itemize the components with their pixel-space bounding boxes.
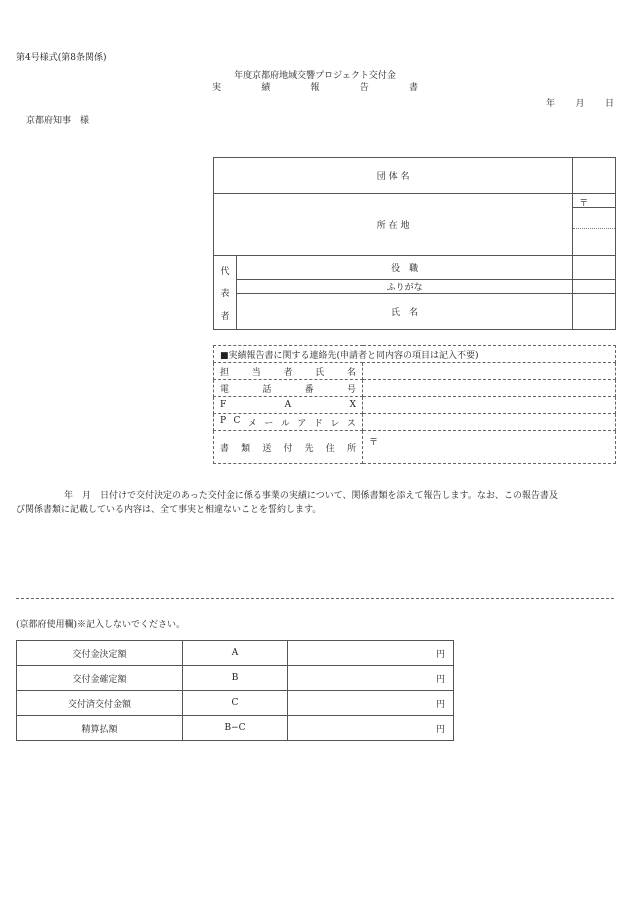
address-field[interactable] (573, 194, 616, 256)
rep-char: 代 (220, 266, 230, 277)
body-text-line-1: 年 月 日付けで交付決定のあった交付金に係る事業の実績について、関係書類を添えて報告します。なお、この報告書及 (64, 491, 558, 501)
office-use-table (16, 640, 454, 741)
position-field[interactable] (573, 256, 616, 280)
day-label: 日 (604, 99, 614, 109)
office-use-heading: (京都府使用欄)※記入しないでください。 (16, 620, 186, 630)
title-char: 告 (359, 83, 369, 93)
address-label: 所 在 地 (214, 194, 573, 256)
form-number: 第4号様式(第8条関係) (16, 53, 107, 63)
mailing-address-field[interactable] (363, 431, 616, 464)
code-cell: B−C (183, 716, 288, 741)
rep-char: 者 (220, 311, 230, 322)
name-label: 氏 名 (237, 294, 573, 330)
org-name-label: 団 体 名 (214, 158, 573, 194)
contact-heading: ■実績報告書に関する連絡先(申請者と同内容の項目は記入不要) (214, 346, 616, 363)
cut-line (16, 598, 614, 599)
table-row (17, 666, 454, 691)
contact-table (213, 345, 616, 464)
address-line-2 (573, 229, 615, 255)
year-label: 年 (546, 99, 556, 109)
email-field[interactable] (363, 414, 616, 431)
table-row (17, 641, 454, 666)
applicant-table (213, 157, 616, 330)
title-char: 実 (212, 83, 222, 93)
yen-cell[interactable]: 円 (288, 691, 454, 716)
title-char: 書 (408, 83, 418, 93)
phone-field[interactable] (363, 380, 616, 397)
phone-label: 電 話 番 号 (214, 380, 363, 397)
body-text-line-2: び関係書類に記載している内容は、全て事実と相違ないことを誓約します。 (16, 505, 322, 515)
settlement-amount-label: 精算払額 (17, 716, 183, 741)
title-char: 報 (310, 83, 320, 93)
table-row (17, 716, 454, 741)
postal-mark: 〒 (579, 199, 589, 209)
mailing-address-label: 書 類 送 付 先 住 所 (214, 431, 363, 464)
confirmed-amount-label: 交付金確定額 (17, 666, 183, 691)
email-label: P C メ ー ル ア ド レ ス (214, 414, 363, 431)
furigana-field[interactable] (573, 280, 616, 294)
title-char: 績 (261, 83, 271, 93)
org-name-field[interactable] (573, 158, 616, 194)
date-line (546, 96, 614, 109)
code-cell: B (183, 666, 288, 691)
table-row (17, 691, 454, 716)
contact-person-label: 担 当 者 氏 名 (214, 363, 363, 380)
contact-person-field[interactable] (363, 363, 616, 380)
postal-mark: 〒 (369, 438, 379, 448)
month-label: 月 (575, 99, 585, 109)
code-cell: A (183, 641, 288, 666)
yen-cell[interactable]: 円 (288, 666, 454, 691)
subtitle: 年度京都府地域交響プロジェクト交付金 (234, 71, 396, 81)
fax-label: F A X (214, 397, 363, 414)
postal-code-line (573, 194, 615, 208)
code-cell: C (183, 691, 288, 716)
furigana-label: ふりがな (237, 280, 573, 294)
name-field[interactable] (573, 294, 616, 330)
address-line-1 (573, 208, 615, 229)
yen-cell[interactable]: 円 (288, 641, 454, 666)
addressee: 京都府知事 様 (26, 116, 90, 126)
page-title (212, 80, 418, 93)
decided-amount-label: 交付金決定額 (17, 641, 183, 666)
paid-amount-label: 交付済交付金額 (17, 691, 183, 716)
representative-label (214, 256, 237, 330)
rep-char: 表 (220, 289, 230, 299)
yen-cell[interactable]: 円 (288, 716, 454, 741)
fax-field[interactable] (363, 397, 616, 414)
position-label: 役 職 (237, 256, 573, 280)
